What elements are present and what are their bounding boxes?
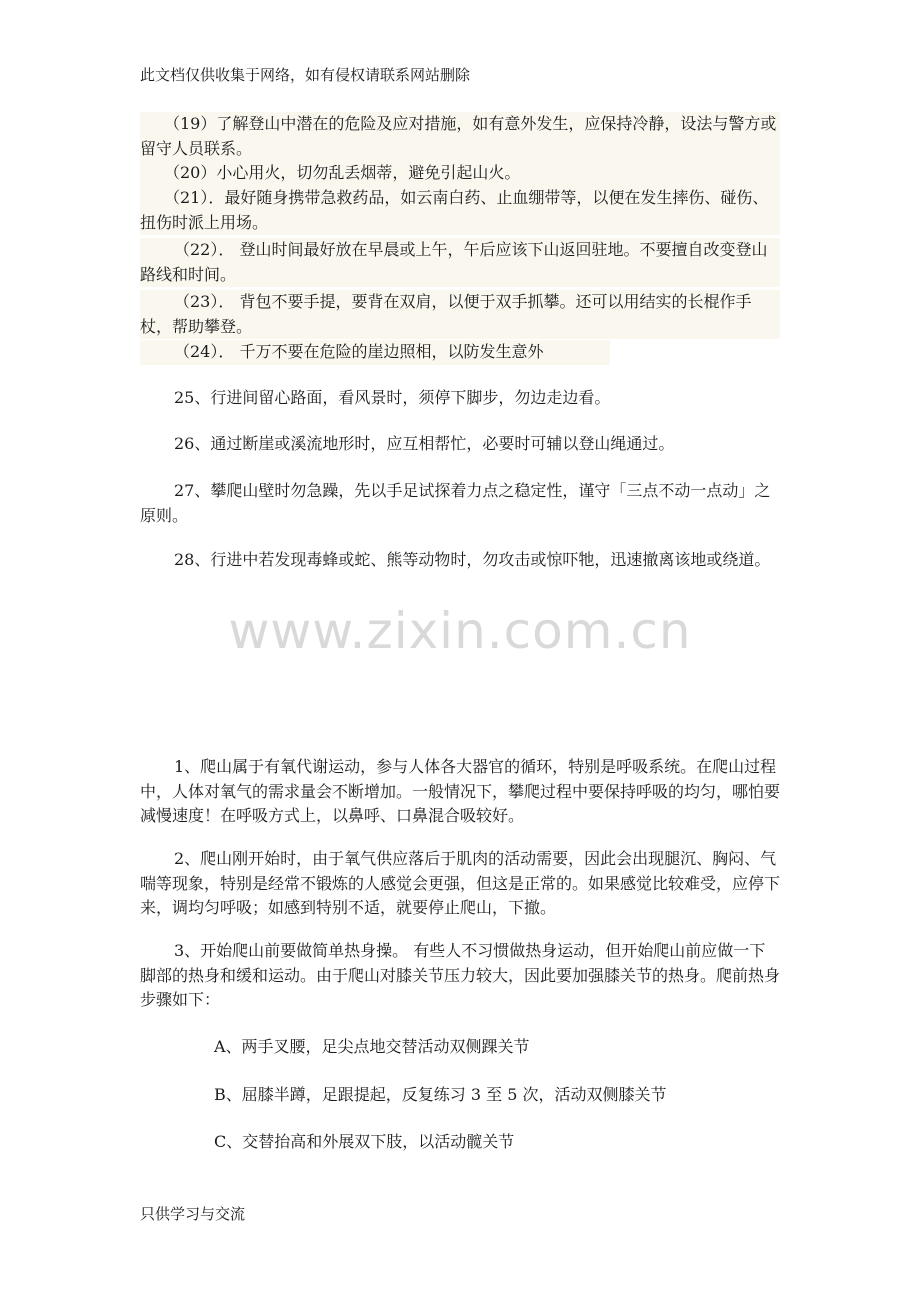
page-header: 此文档仅供收集于网络，如有侵权请联系网站删除 xyxy=(140,66,471,84)
tip-21: （21）．最好随身携带急救药品，如云南白药、止血绷带等，以便在发生摔伤、碰伤、扭伤时派上用场。 xyxy=(140,186,780,235)
item-25: 25、行进间留心路面，看风景时，须停下脚步，勿边走边看。 xyxy=(174,388,611,407)
tip-20: （20）小心用火，切勿乱丢烟蒂，避免引起山火。 xyxy=(140,161,780,186)
watermark: www.zixin.com.cn xyxy=(228,602,692,660)
item-26: 26、通过断崖或溪流地形时，应互相帮忙，必要时可辅以登山绳通过。 xyxy=(174,434,675,453)
page-footer: 只供学习与交流 xyxy=(140,1205,246,1223)
tip-23: （23）． 背包不要手提，要背在双肩，以便于双手抓攀。还可以用结实的长棍作手杖，帮助攀登。 xyxy=(140,290,780,339)
item-28: 28、行进中若发现毒蜂或蛇、熊等动物时，勿攻击或惊吓牠，迅速撤离该地或绕道。 xyxy=(174,550,771,569)
warmup-step-c: C、交替抬高和外展双下肢，以活动髋关节 xyxy=(214,1132,515,1151)
warmup-step-b: B、屈膝半蹲，足跟提起，反复练习 3 至 5 次，活动双侧膝关节 xyxy=(214,1085,667,1104)
warmup-step-a: A、两手叉腰，足尖点地交替活动双侧踝关节 xyxy=(214,1037,530,1056)
item-27: 27、攀爬山壁时勿急躁，先以手足试探着力点之稳定性，谨守「三点不动一点动」之原则。 xyxy=(140,481,771,525)
section-paragraph-2: 2、爬山刚开始时，由于氧气供应落后于肌肉的活动需要，因此会出现腿沉、胸闷、气喘等现象，特别是经常不锻炼的人感觉会更强，但这是正常的。如果感觉比较难受，应停下来，调均匀呼吸；如感到特别不适，就要停止爬山，下撤。 xyxy=(140,849,781,917)
section-paragraph-3: 3、开始爬山前要做简单热身操。 有些人不习惯做热身运动，但开始爬山前应做一下脚部的热身和缓和运动。由于爬山对膝关节压力较大，因此要加强膝关节的热身。爬前热身步骤如下： xyxy=(140,941,781,1009)
tip-19: （19）了解登山中潜在的危险及应对措施，如有意外发生，应保持冷静，设法与警方或留守人员联系。 xyxy=(140,112,780,161)
section-paragraph-1: 1、爬山属于有氧代谢运动，参与人体各大器官的循环，特别是呼吸系统。在爬山过程中，人体对氧气的需求量会不断增加。一般情况下，攀爬过程中要保持呼吸的均匀，哪怕要减慢速度！在呼吸方式上，以鼻呼、口鼻混合吸较好。 xyxy=(140,757,781,825)
tip-24: （24）． 千万不要在危险的崖边照相，以防发生意外 xyxy=(140,340,610,365)
tip-22: （22）． 登山时间最好放在早晨或上午，午后应该下山返回驻地。不要擅自改变登山路线和时间。 xyxy=(140,238,780,287)
